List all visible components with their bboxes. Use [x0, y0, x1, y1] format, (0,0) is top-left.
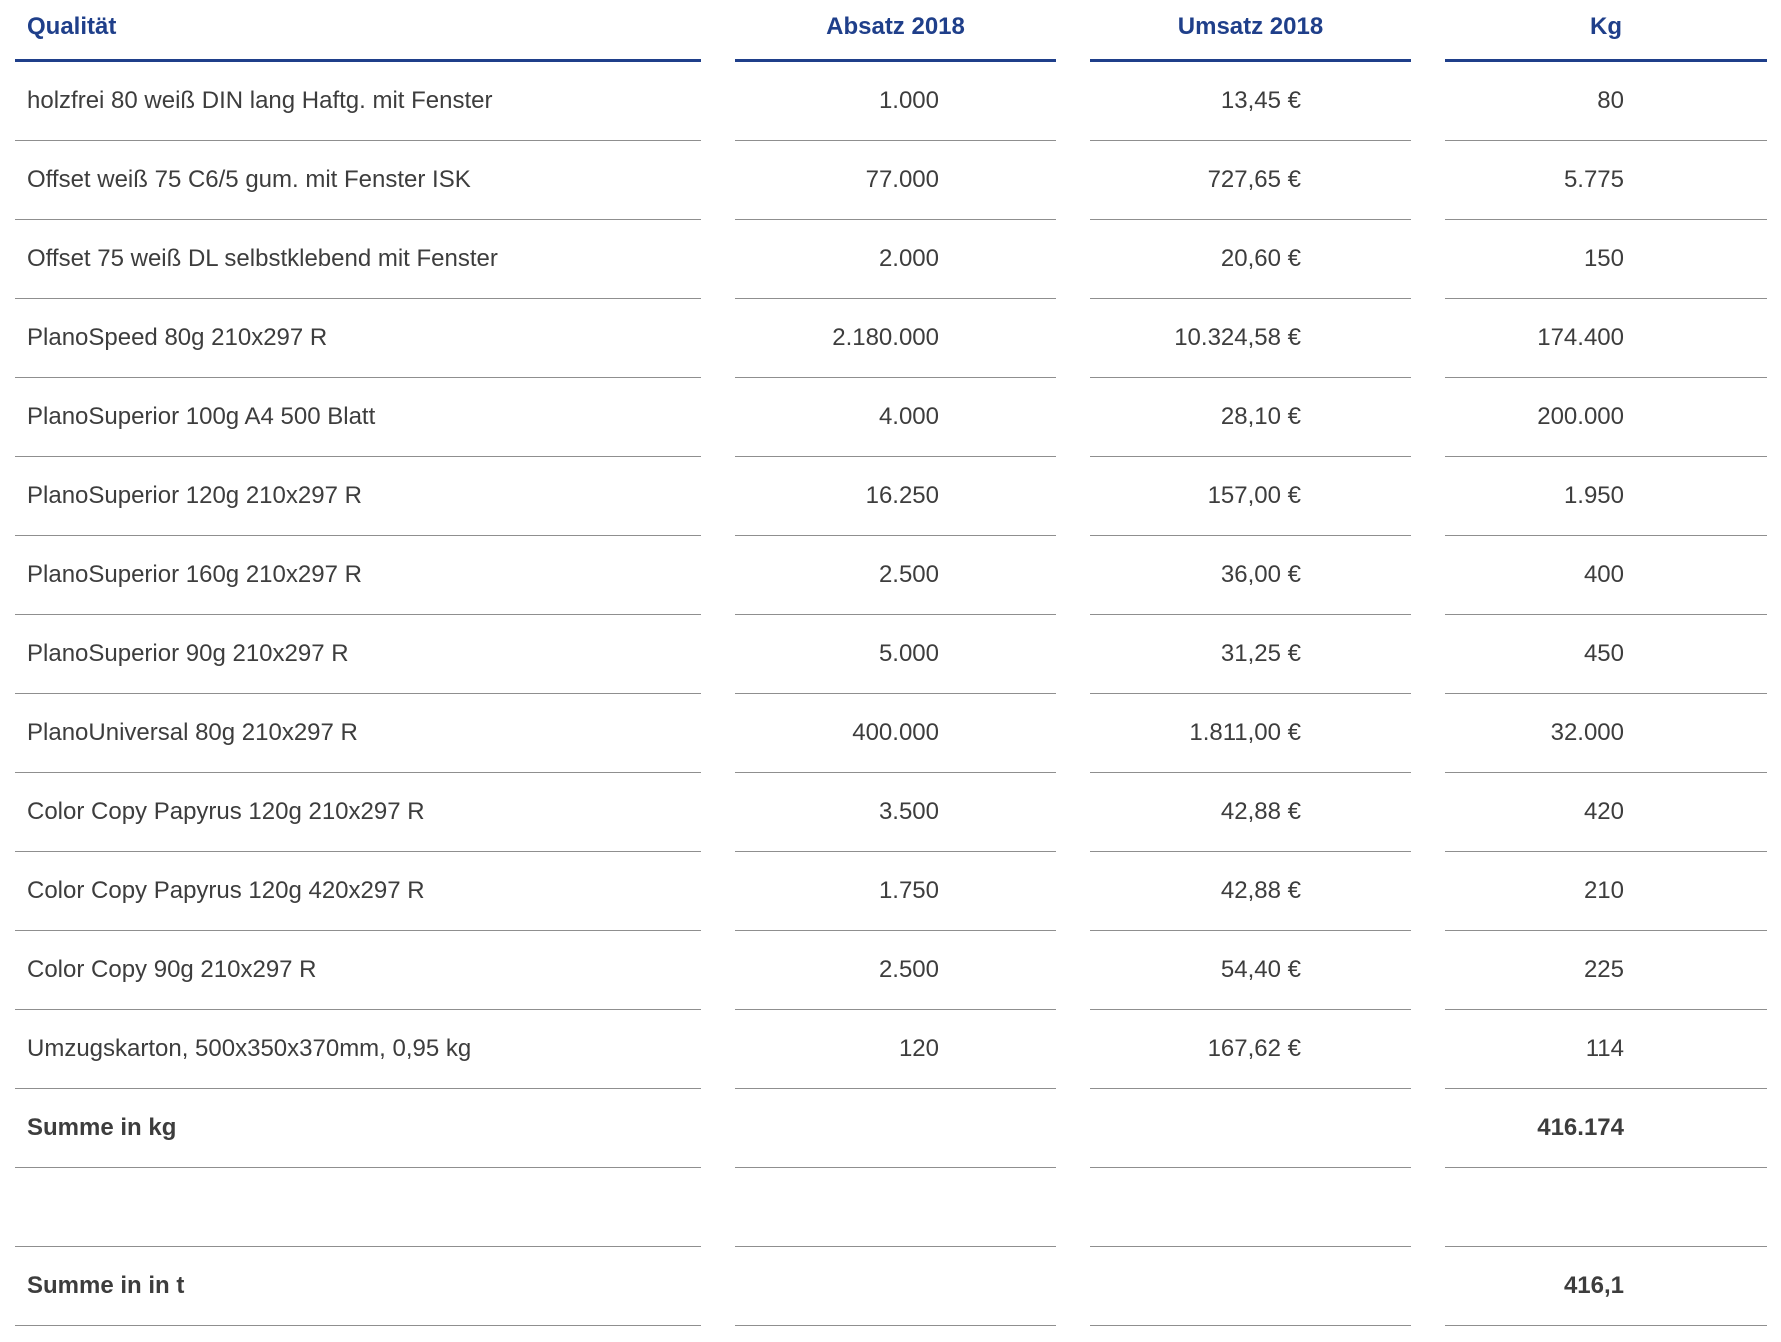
kg-cell: 200.000 [1445, 378, 1767, 457]
sum-kg-label: Summe in kg [15, 1089, 701, 1168]
revenue-cell: 54,40 € [1090, 931, 1411, 1010]
sales-cell: 16.250 [735, 457, 1056, 536]
sum-kg-value: 416.174 [1445, 1089, 1767, 1168]
sales-cell: 2.000 [735, 220, 1056, 299]
revenue-cell: 42,88 € [1090, 852, 1411, 931]
revenue-cell: 1.811,00 € [1090, 694, 1411, 773]
header-sales: Absatz 2018 [735, 0, 1056, 62]
empty-row [15, 1168, 701, 1247]
quality-cell: PlanoSuperior 100g A4 500 Blatt [15, 378, 701, 457]
revenue-cell: 10.324,58 € [1090, 299, 1411, 378]
kg-cell: 225 [1445, 931, 1767, 1010]
sum-t-value: 416,1 [1445, 1247, 1767, 1326]
sum-t-label: Summe in in t [15, 1247, 701, 1326]
header-kg: Kg [1445, 0, 1767, 62]
sales-cell: 77.000 [735, 141, 1056, 220]
quality-cell: Color Copy Papyrus 120g 420x297 R [15, 852, 701, 931]
revenue-cell: 42,88 € [1090, 773, 1411, 852]
column-sales [735, 0, 1056, 1326]
revenue-cell: 31,25 € [1090, 615, 1411, 694]
empty-cell [1090, 1089, 1411, 1168]
sales-cell: 120 [735, 1010, 1056, 1089]
kg-cell: 114 [1445, 1010, 1767, 1089]
empty-cell [1090, 1247, 1411, 1326]
header-quality: Qualität [15, 0, 701, 62]
kg-cell: 1.950 [1445, 457, 1767, 536]
kg-cell: 80 [1445, 62, 1767, 141]
header-revenue: Umsatz 2018 [1090, 0, 1411, 62]
sales-cell: 1.750 [735, 852, 1056, 931]
revenue-cell: 727,65 € [1090, 141, 1411, 220]
quality-cell: PlanoSuperior 120g 210x297 R [15, 457, 701, 536]
quality-cell: PlanoSpeed 80g 210x297 R [15, 299, 701, 378]
sales-cell: 2.500 [735, 536, 1056, 615]
kg-cell: 150 [1445, 220, 1767, 299]
kg-cell: 174.400 [1445, 299, 1767, 378]
empty-cell [735, 1247, 1056, 1326]
revenue-cell: 157,00 € [1090, 457, 1411, 536]
quality-cell: PlanoSuperior 160g 210x297 R [15, 536, 701, 615]
kg-cell: 450 [1445, 615, 1767, 694]
empty-cell [735, 1089, 1056, 1168]
sales-cell: 400.000 [735, 694, 1056, 773]
column-kg [1445, 0, 1767, 1326]
kg-cell: 210 [1445, 852, 1767, 931]
sales-cell: 1.000 [735, 62, 1056, 141]
sales-cell: 2.180.000 [735, 299, 1056, 378]
kg-cell: 420 [1445, 773, 1767, 852]
revenue-cell: 167,62 € [1090, 1010, 1411, 1089]
quality-cell: PlanoUniversal 80g 210x297 R [15, 694, 701, 773]
sales-cell: 4.000 [735, 378, 1056, 457]
revenue-cell: 36,00 € [1090, 536, 1411, 615]
revenue-cell: 13,45 € [1090, 62, 1411, 141]
column-revenue [1090, 0, 1411, 1326]
revenue-cell: 28,10 € [1090, 378, 1411, 457]
revenue-cell: 20,60 € [1090, 220, 1411, 299]
quality-cell: Color Copy Papyrus 120g 210x297 R [15, 773, 701, 852]
kg-cell: 32.000 [1445, 694, 1767, 773]
quality-cell: holzfrei 80 weiß DIN lang Haftg. mit Fenster [15, 62, 701, 141]
kg-cell: 5.775 [1445, 141, 1767, 220]
quality-cell: Umzugskarton, 500x350x370mm, 0,95 kg [15, 1010, 701, 1089]
sales-cell: 3.500 [735, 773, 1056, 852]
empty-cell [735, 1168, 1056, 1247]
quality-cell: Color Copy 90g 210x297 R [15, 931, 701, 1010]
sales-cell: 2.500 [735, 931, 1056, 1010]
column-quality [15, 0, 701, 1326]
sales-cell: 5.000 [735, 615, 1056, 694]
kg-cell: 400 [1445, 536, 1767, 615]
quality-cell: Offset 75 weiß DL selbstklebend mit Fenster [15, 220, 701, 299]
empty-cell [1445, 1168, 1767, 1247]
empty-cell [1090, 1168, 1411, 1247]
quality-cell: Offset weiß 75 C6/5 gum. mit Fenster ISK [15, 141, 701, 220]
quality-cell: PlanoSuperior 90g 210x297 R [15, 615, 701, 694]
